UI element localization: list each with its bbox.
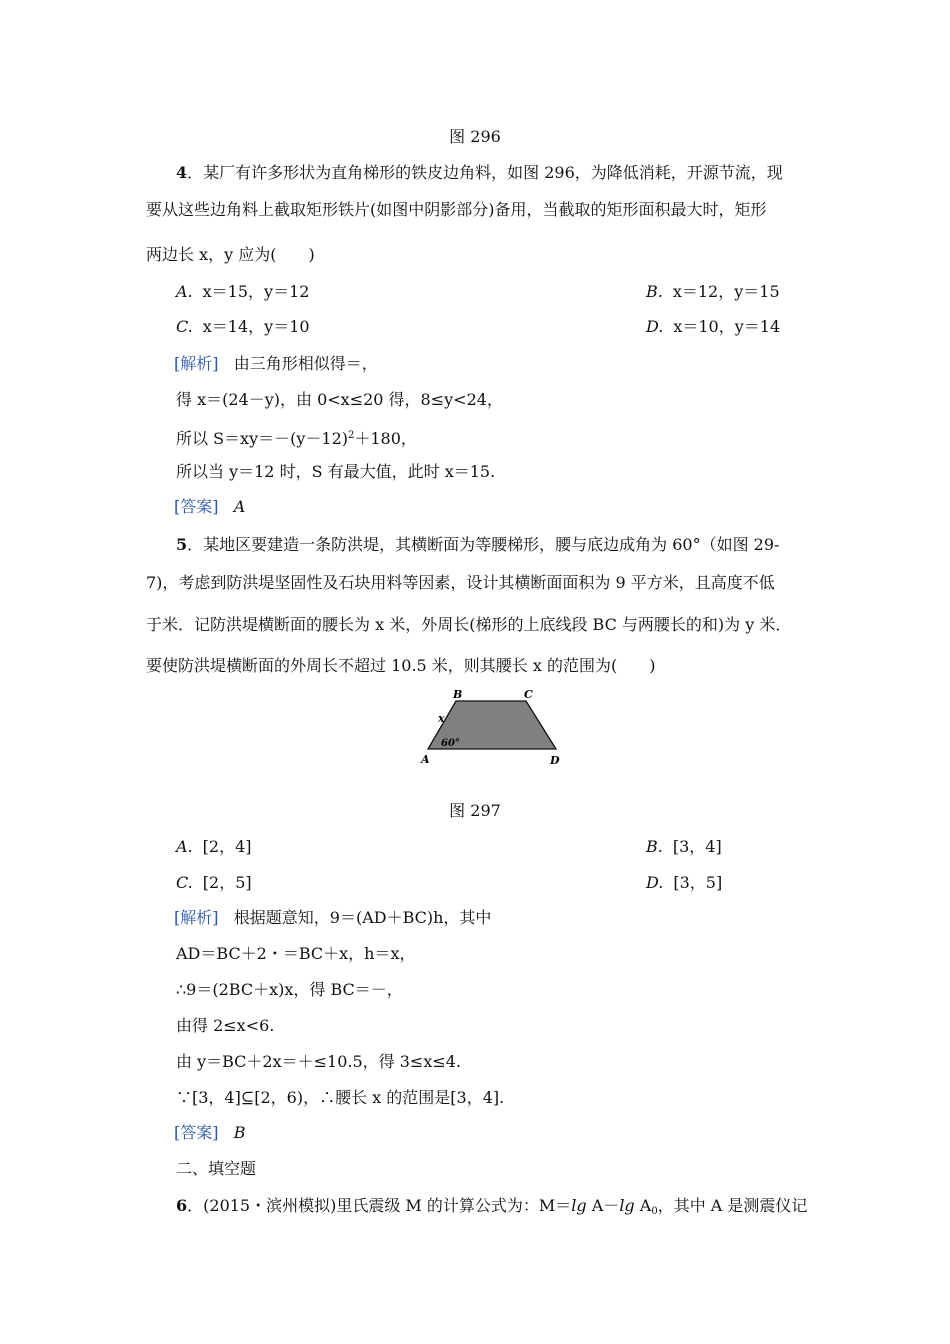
q5-answer-value: B [233,1123,246,1142]
q4-analysis-line-1 [174,353,378,375]
q5-option-a-text: [2，4] [202,837,252,856]
q4-option-c-text: x＝14，y＝10 [202,317,310,336]
q6-number: 6 [176,1196,188,1215]
q5-option-a-letter: A. [176,837,193,856]
q5-analysis-line-2: AD＝BC＋2・＝BC＋x，h＝x， [176,944,416,963]
q6-line-1 [176,1195,807,1223]
q4-option-c-letter: C. [176,317,193,336]
q5-option-d-text: [3，5] [673,873,723,892]
q5-line-2: 7)，考虑到防洪堤坚固性及石块用料等因素，设计其横断面面积为 9 平方米，且高度不低 [146,573,775,592]
trapezoid-figure [416,686,566,772]
q4-option-c [176,316,310,338]
q4-answer-value: A [233,497,246,516]
figure-label-a: A [421,753,430,766]
figure-label-c: C [524,688,533,701]
q4-analysis-line-3 [176,425,417,450]
q4-analysis-line-3b: ＋180， [354,429,417,448]
q4-answer-tag: [答案] [174,497,219,516]
q5-analysis-line-5: 由 y＝BC＋2x＝＋≤10.5，得 3≤x≤4. [176,1052,462,1071]
q4-analysis-line-3a: 所以 S＝xy＝－(y－12) [176,429,348,448]
q6-text-d: ，其中 A 是测震仪记 [657,1196,808,1215]
q5-option-d-letter: D. [646,873,664,892]
q4-option-a-letter: A. [176,282,193,301]
q6-subscript: 0 [651,1206,658,1217]
figure-label-d: D [550,754,560,767]
q5-option-d [646,872,722,894]
q5-line-1 [176,534,779,556]
figure-label-angle: 60° [441,738,460,749]
q5-option-a [176,836,252,858]
q5-analysis-line-4: 由得 2≤x<6. [176,1016,275,1035]
section-title: 二、填空题 [176,1159,257,1178]
q4-analysis-line-2: 得 x＝(24－y)，由 0<x≤20 得，8≤y<24， [176,390,503,409]
q6-lg-2: lg [619,1196,635,1215]
q4-analysis-superscript: 2 [348,430,355,441]
q6-lg-1: lg [571,1196,587,1215]
q4-option-b-letter: B. [646,282,663,301]
q6-text-c: A [634,1196,652,1215]
q5-line-4: 要使防洪堤横断面的外周长不超过 10.5 米，则其腰长 x 的范围为( ) [146,656,656,675]
q5-option-c [176,872,252,894]
q4-answer [174,496,245,518]
q5-analysis-tag: [解析] [174,908,219,927]
figure-297-caption: 图 297 [449,801,501,820]
q5-line-1-text: ．某地区要建造一条防洪堤，其横断面为等腰梯形，腰与底边成角为 60°（如图 29- [187,535,780,554]
q5-answer-tag: [答案] [174,1123,219,1142]
q4-line-1-text: ．某厂有许多形状为直角梯形的铁皮边角料，如图 296，为降低消耗，开源节流，现 [187,163,783,182]
q6-text-a: ．(2015・滨州模拟)里氏震级 M 的计算公式为：M＝ [187,1196,572,1215]
q6-text-b: A－ [586,1196,620,1215]
q4-option-b [646,281,780,303]
q5-option-c-letter: C. [176,873,193,892]
q5-analysis-line-6: ∵[3，4]⊆[2，6)，∴腰长 x 的范围是[3，4]. [176,1088,505,1107]
q4-line-2: 要从这些边角料上截取矩形铁片(如图中阴影部分)备用，当截取的矩形面积最大时，矩形 [146,200,767,219]
q4-option-d [646,316,780,338]
q4-option-a [176,281,309,303]
q5-option-b-letter: B. [646,837,663,856]
q4-analysis-tag: [解析] [174,354,219,373]
q5-option-b-text: [3，4] [672,837,722,856]
q4-option-b-text: x＝12，y＝15 [672,282,780,301]
q5-option-c-text: [2，5] [202,873,252,892]
q5-answer [174,1122,246,1144]
q4-line-1 [176,162,783,184]
q4-option-a-text: x＝15，y＝12 [202,282,310,301]
q5-line-3: 于米．记防洪堤横断面的腰长为 x 米，外周长(梯形的上底线段 BC 与两腰长的和)为 y 米． [146,615,792,634]
q4-line-3: 两边长 x，y 应为( ) [146,245,315,264]
q5-option-b [646,836,722,858]
q4-analysis-line-4: 所以当 y＝12 时，S 有最大值，此时 x＝15. [176,462,496,481]
q4-option-d-letter: D. [646,317,664,336]
q5-analysis-line-1-text: 根据题意知，9＝(AD＋BC)h，其中 [233,908,492,927]
q5-analysis-line-1 [174,907,491,929]
figure-296-caption: 图 296 [449,127,501,146]
q4-option-d-text: x＝10，y＝14 [673,317,781,336]
figure-label-x: x [438,712,445,725]
figure-label-b: B [453,688,463,701]
q4-analysis-line-1-text: 由三角形相似得＝， [233,354,378,373]
q5-analysis-line-3: ∴9＝(2BC＋x)x，得 BC＝－， [176,980,403,999]
q4-number: 4 [176,163,188,182]
q5-number: 5 [176,535,188,554]
